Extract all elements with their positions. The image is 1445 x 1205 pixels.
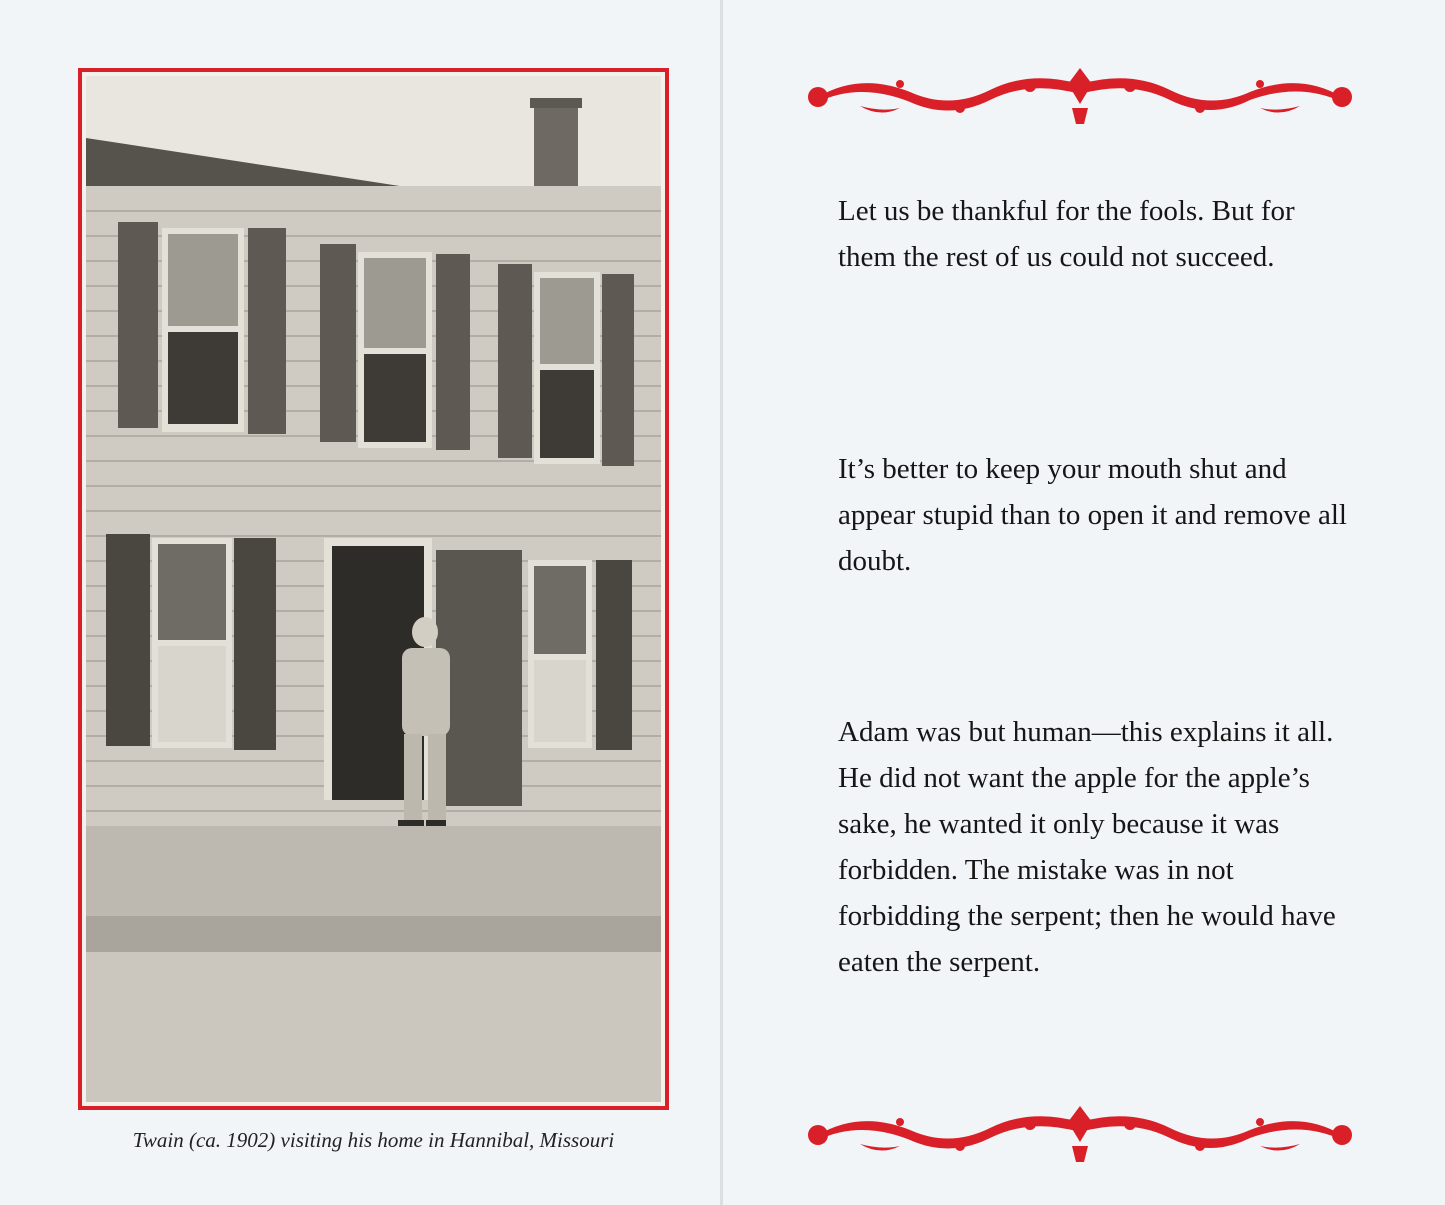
quote-adam: Adam was but human—this explains it all. He did not want the apple for the apple’s sake, he wanted it only because it was forbidden. The mistake was in not forbidding the serpent; then he would have eaten the serpent. <box>838 716 1336 978</box>
photo-caption: Twain (ca. 1902) visiting his home in Hannibal, Missouri <box>132 1128 615 1152</box>
house-photo <box>86 76 661 1102</box>
top-ornament <box>800 62 1360 132</box>
bottom-ornament <box>800 1100 1360 1170</box>
photo-frame <box>78 68 669 1110</box>
left-page <box>0 0 721 1205</box>
quote-mouth-shut: It’s better to keep your mouth shut and appear stupid than to open it and remove all doubt. <box>838 453 1347 577</box>
right-page <box>723 0 1445 1205</box>
quote-fools: Let us be thankful for the fools. But for them the rest of us could not succeed. <box>838 195 1295 273</box>
